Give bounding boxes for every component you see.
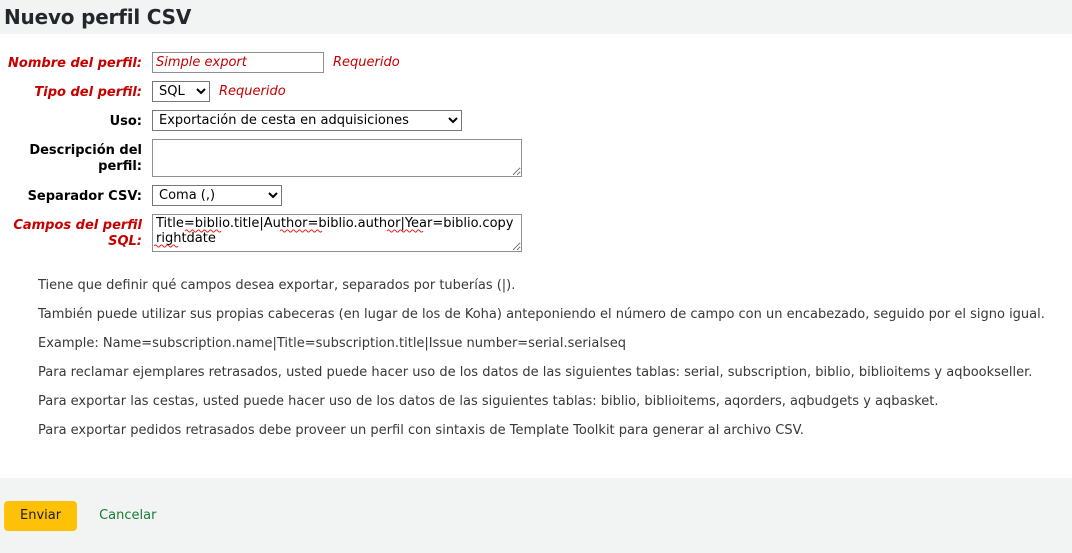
profile-name-required-note: Requerido xyxy=(333,55,400,70)
form-action-bar xyxy=(0,478,1072,553)
help-line: Example: Name=subscription.name|Title=subscription.title|Issue number=serial.serialseq xyxy=(38,336,626,351)
field-row-sql-fields xyxy=(0,214,1072,256)
label-profile-name: Nombre del perfil: xyxy=(8,56,142,71)
field-row-usage xyxy=(0,110,1072,131)
submit-button[interactable]: Enviar xyxy=(4,501,77,531)
field-row-profile-type xyxy=(0,81,1072,102)
profile-type-required-note: Requerido xyxy=(219,84,286,99)
field-row-separator xyxy=(0,185,1072,206)
description-textarea[interactable] xyxy=(152,139,522,177)
help-text-block xyxy=(0,264,1072,439)
usage-select[interactable] xyxy=(152,110,462,131)
csv-profile-form xyxy=(0,34,1072,478)
sql-fields-textarea[interactable] xyxy=(152,214,522,252)
control-separator xyxy=(152,185,282,206)
control-usage xyxy=(152,110,462,131)
help-line: Para exportar las cestas, usted puede hacer uso de los datos de las siguientes tablas: biblio, biblioitems, aqorders, aqbudgets y aqbasket. xyxy=(38,394,939,409)
help-line: También puede utilizar sus propias cabeceras (en lugar de los de Koha) anteponiendo el número de campo con un encabezado, seguido por el signo igual. xyxy=(38,307,1045,322)
separator-select[interactable] xyxy=(152,185,282,206)
sql-textarea-wrapper xyxy=(152,214,522,256)
label-separator: Separador CSV: xyxy=(27,189,142,204)
profile-type-select[interactable] xyxy=(152,81,210,102)
help-line: Para reclamar ejemplares retrasados, usted puede hacer uso de los datos de las siguientes tablas: serial, subscription, biblio, biblioitems y aqbookseller. xyxy=(38,365,1033,380)
field-row-description xyxy=(0,139,1072,177)
control-profile-type xyxy=(152,81,286,102)
control-profile-name xyxy=(152,52,400,73)
control-sql-fields xyxy=(152,214,522,256)
label-usage: Uso: xyxy=(109,114,142,129)
label-sql-fields: Campos del perfil SQL: xyxy=(13,218,142,249)
label-description: Descripción del perfil: xyxy=(29,143,142,174)
page-title: Nuevo perfil CSV xyxy=(4,5,192,29)
help-line: Para exportar pedidos retrasados debe proveer un perfil con sintaxis de Template Toolkit para generar al archivo CSV. xyxy=(38,423,804,438)
cancel-link[interactable]: Cancelar xyxy=(99,508,157,523)
label-profile-type: Tipo del perfil: xyxy=(34,85,142,100)
page-header-band xyxy=(0,0,1072,34)
control-description xyxy=(152,139,522,177)
field-row-profile-name xyxy=(0,52,1072,73)
profile-name-input[interactable] xyxy=(152,52,324,73)
help-line: Tiene que definir qué campos desea exportar, separados por tuberías (|). xyxy=(38,278,516,293)
